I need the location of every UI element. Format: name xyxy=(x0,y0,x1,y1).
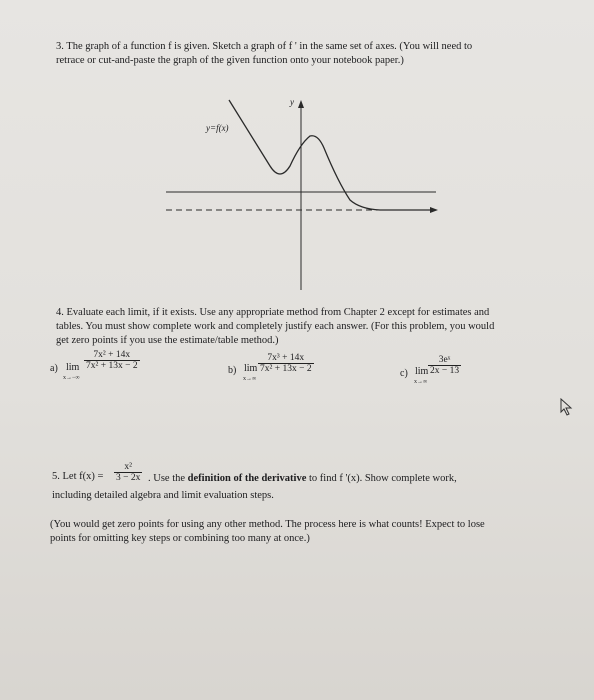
problem5-note2: points for omitting key steps or combining too many at once.) xyxy=(50,533,310,544)
problem3-line2: retrace or cut-and-paste the graph of the given function onto your notebook paper.) xyxy=(56,55,404,66)
limit-a-fraction xyxy=(84,350,140,371)
problem5-rest-c: to find f '(x). Show complete work, xyxy=(306,473,457,484)
problem5-definition-emphasis: definition of the derivative xyxy=(187,473,307,484)
limit-a-denominator: 7x² + 13x − 2 xyxy=(86,361,138,371)
limit-c-numerator: 3eˣ xyxy=(428,355,461,366)
problem5-prefix: 5. Let f(x) = xyxy=(52,471,104,482)
problem5-fraction xyxy=(114,462,142,483)
limit-b-label: b) xyxy=(228,365,237,376)
limit-b-sub: x→∞ xyxy=(243,376,257,382)
limit-a-label: a) xyxy=(50,363,58,374)
limit-a-sub: x→−∞ xyxy=(63,375,80,381)
mouse-cursor-icon xyxy=(560,398,576,416)
y-axis-label: y xyxy=(290,97,294,107)
limit-a-lim: lim xyxy=(66,362,80,373)
limit-c-label: c) xyxy=(400,368,408,379)
graph-function-label: y=f(x) xyxy=(206,123,229,133)
limit-a-numerator: 7x² + 14x xyxy=(84,350,140,361)
limit-b-fraction xyxy=(258,353,314,374)
problem5-note1: (You would get zero points for using any other method. The process here is what counts! Expect to lose xyxy=(50,519,485,530)
problem5-instruction xyxy=(148,472,457,485)
problem4-line2: tables. You must show complete work and completely justify each answer. (For this problem, you would xyxy=(56,321,495,332)
limit-c-denominator: 2x − 13 xyxy=(430,366,460,376)
limit-b-lim: lim xyxy=(244,363,258,374)
y-axis-arrow xyxy=(298,100,304,108)
limit-c-lim: lim xyxy=(415,366,429,377)
problem4-line1: 4. Evaluate each limit, if it exists. Use any appropriate method from Chapter 2 except for estimates and xyxy=(56,307,490,318)
limit-b-denominator: 7x² + 13x − 2 xyxy=(260,364,312,374)
function-curve xyxy=(229,100,430,210)
problem5-denominator: 3 − 2x xyxy=(116,473,141,483)
problem4-line3: get zero points if you use the estimate/table method.) xyxy=(56,335,279,346)
problem5-line2: including detailed algebra and limit evaluation steps. xyxy=(52,490,274,501)
limit-c-sub: x→∞ xyxy=(414,379,428,385)
problem5-numerator: x² xyxy=(114,462,142,473)
limit-b-numerator: 7x³ + 14x xyxy=(258,353,314,364)
limit-c-fraction xyxy=(428,355,461,376)
x-axis-arrow xyxy=(430,207,438,213)
problem3-line1: 3. The graph of a function f is given. Sketch a graph of f ' in the same set of axes. (You will need to xyxy=(56,41,473,52)
problem5-rest-a: . Use the xyxy=(148,473,188,484)
